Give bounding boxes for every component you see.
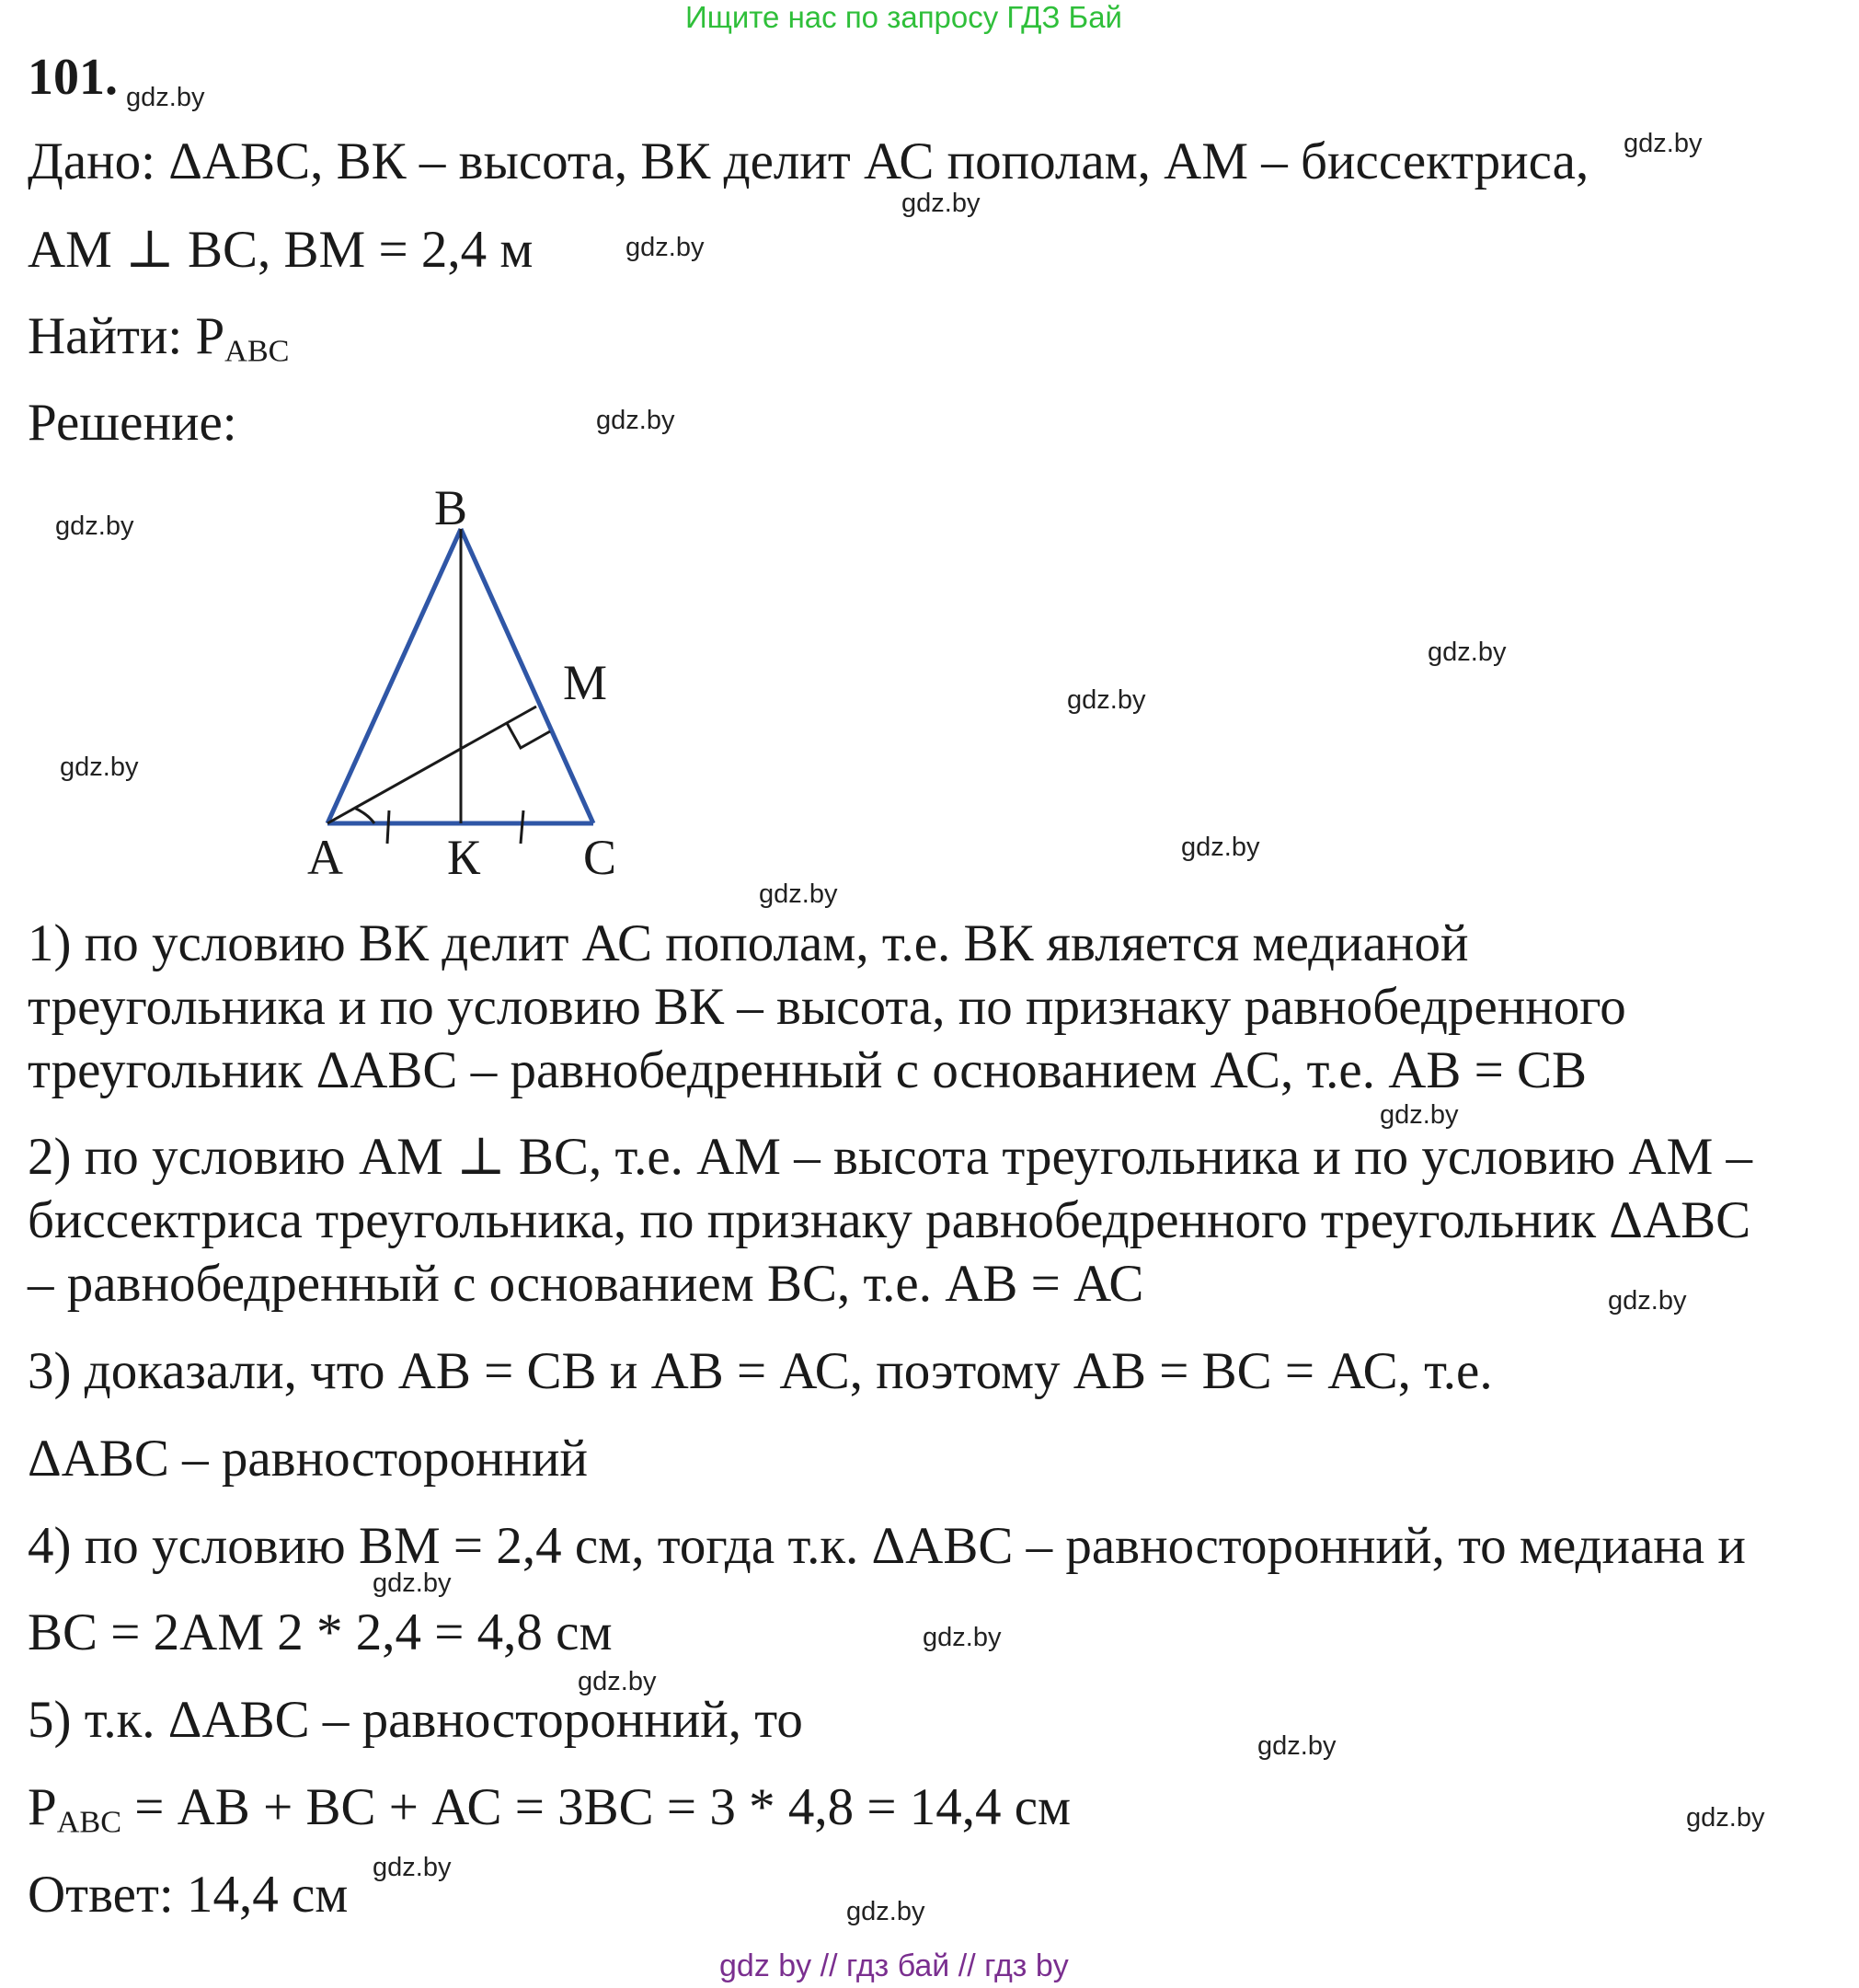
footer-links[interactable]: gdz by // гдз бай // гдз by bbox=[719, 1948, 1069, 1983]
watermark: gdz.by bbox=[126, 83, 205, 112]
watermark: gdz.by bbox=[923, 1623, 1002, 1652]
solution-label: Решение: bbox=[28, 394, 237, 452]
watermark: gdz.by bbox=[1067, 685, 1146, 715]
watermark: gdz.by bbox=[1181, 833, 1260, 862]
answer-line: Ответ: 14,4 см bbox=[28, 1866, 349, 1924]
vertex-b-label: В bbox=[434, 480, 468, 535]
step-1-line-3: треугольник ΔАВС – равнобедренный с основанием АС, т.е. АВ = СВ bbox=[28, 1041, 1588, 1099]
watermark: gdz.by bbox=[901, 189, 981, 218]
tick-ak bbox=[387, 810, 389, 844]
watermark: gdz.by bbox=[1257, 1731, 1337, 1761]
given-line-1: Дано: ΔАВС, ВК – высота, ВК делит АС пополам, АМ – биссектриса, bbox=[28, 132, 1589, 190]
watermark: gdz.by bbox=[1608, 1286, 1687, 1316]
step-2-line-1: 2) по условию АМ ⊥ ВС, т.е. АМ – высота треугольника и по условию АМ – bbox=[28, 1128, 1753, 1186]
watermark: gdz.by bbox=[373, 1853, 452, 1882]
watermark: gdz.by bbox=[1686, 1803, 1765, 1833]
vertex-c-label: С bbox=[583, 830, 617, 885]
step-2-line-3: – равнобедренный с основанием ВС, т.е. АВ = АС bbox=[28, 1255, 1144, 1313]
watermark: gdz.by bbox=[373, 1569, 452, 1598]
watermark: gdz.by bbox=[578, 1667, 657, 1696]
promo-banner: Ищите нас по запросу ГДЗ Бай bbox=[685, 0, 1122, 34]
tick-kc bbox=[521, 810, 523, 844]
point-m-label: М bbox=[563, 655, 608, 710]
watermark: gdz.by bbox=[1428, 638, 1507, 667]
step-1-line-1: 1) по условию ВК делит АС пополам, т.е. ВК является медианой bbox=[28, 914, 1469, 972]
perimeter-formula: = АВ + ВС + АС = 3ВС = 3 * 4,8 = 14,4 см bbox=[121, 1778, 1072, 1836]
find-label: Найти: Р bbox=[28, 307, 225, 365]
watermark: gdz.by bbox=[846, 1897, 925, 1926]
watermark: gdz.by bbox=[1624, 129, 1703, 158]
step-4-line-2: ВС = 2АМ 2 * 2,4 = 4,8 см bbox=[28, 1603, 613, 1661]
find-line bbox=[28, 306, 289, 383]
watermark: gdz.by bbox=[1380, 1100, 1459, 1130]
step-3-line-2: ΔАВС – равносторонний bbox=[28, 1430, 588, 1488]
angle-arc bbox=[354, 808, 374, 823]
side-ab bbox=[327, 529, 461, 823]
vertex-a-label: А bbox=[307, 830, 343, 885]
step-3-line-1: 3) доказали, что АВ = СВ и АВ = АС, поэтому АВ = ВС = АС, т.е. bbox=[28, 1342, 1493, 1400]
watermark: gdz.by bbox=[596, 406, 675, 435]
perimeter-p: Р bbox=[28, 1778, 57, 1836]
watermark: gdz.by bbox=[625, 233, 705, 262]
given-line-2: АМ ⊥ ВС, ВМ = 2,4 м bbox=[28, 221, 534, 279]
problem-number: 101. bbox=[28, 49, 118, 106]
step-5-line-1: 5) т.к. ΔАВС – равносторонний, то bbox=[28, 1691, 803, 1749]
perimeter-subscript: АВС bbox=[56, 1805, 121, 1840]
right-angle-mark bbox=[507, 723, 550, 748]
step-5-line-2 bbox=[28, 1777, 1071, 1854]
bisector-am bbox=[327, 707, 536, 823]
step-1-line-2: треугольника и по условию ВК – высота, по признаку равнобедренного bbox=[28, 978, 1626, 1036]
step-2-line-2: биссектриса треугольника, по признаку равнобедренного треугольник ΔАВС bbox=[28, 1191, 1751, 1249]
find-subscript: АВС bbox=[224, 334, 290, 369]
watermark: gdz.by bbox=[55, 511, 134, 541]
point-k-label: К bbox=[447, 830, 481, 885]
watermark: gdz.by bbox=[60, 753, 139, 782]
watermark: gdz.by bbox=[759, 879, 838, 909]
step-4-line-1: 4) по условию ВМ = 2,4 см, тогда т.к. ΔАВС – равносторонний, то медиана и bbox=[28, 1517, 1746, 1575]
